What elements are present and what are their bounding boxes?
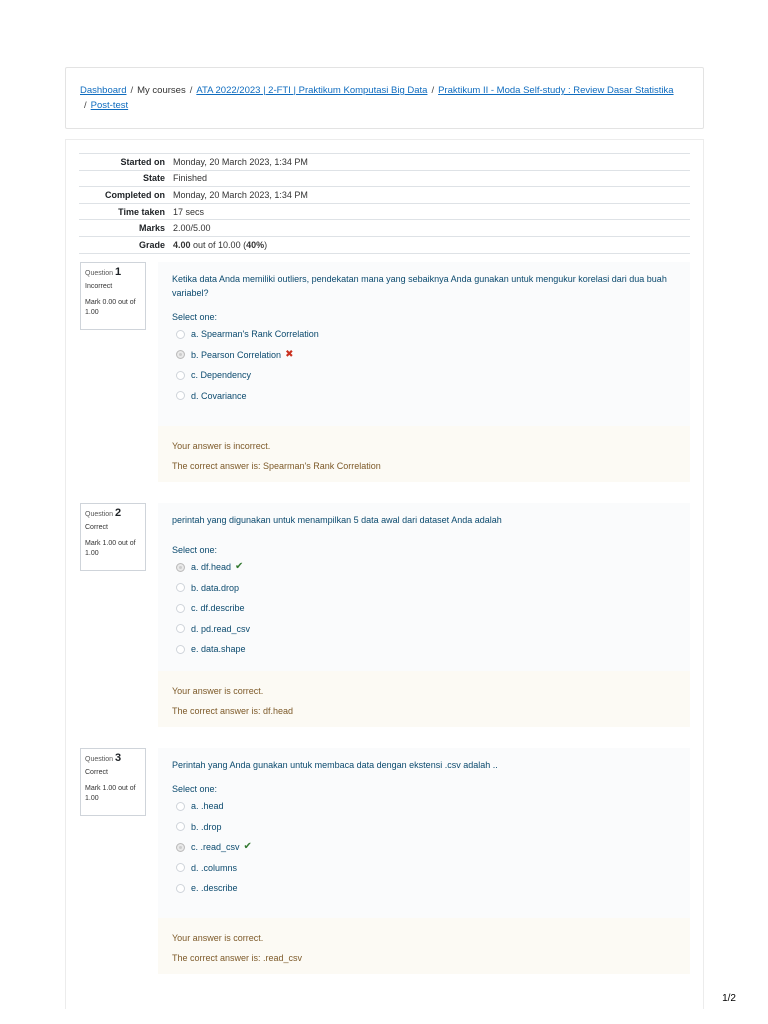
correct-answer-text: The correct answer is: Spearman's Rank Correlation — [172, 461, 381, 471]
question-label: Question — [85, 270, 114, 277]
feedback-text: Your answer is correct. — [172, 933, 264, 943]
radio-button[interactable] — [176, 624, 185, 633]
incorrect-icon: ✖ — [285, 348, 294, 360]
question-number-value: 3 — [114, 752, 122, 764]
breadcrumb-separator: / — [189, 85, 193, 96]
summary-value: 17 secs — [173, 206, 205, 217]
answer-option[interactable] — [172, 598, 676, 619]
radio-button[interactable] — [176, 822, 185, 831]
answer-option-label: c. .read_csv — [191, 842, 240, 853]
question-text: Perintah yang Anda gunakan untuk membaca data dengan ekstensi .csv adalah .. — [172, 760, 498, 770]
summary-value — [171, 236, 690, 253]
question-feedback — [158, 671, 690, 727]
question-feedback — [158, 426, 690, 482]
correct-answer-text: The correct answer is: .read_csv — [172, 953, 303, 963]
question-state: Correct — [85, 769, 108, 776]
answer-option-label: e. .describe — [191, 883, 238, 894]
grade-end-text: ) — [264, 239, 268, 250]
breadcrumb-section[interactable]: Praktikum II - Moda Self-study : Review Dasar Statistika — [438, 85, 674, 96]
question-formulation — [158, 503, 690, 671]
question-label: Question — [85, 756, 114, 763]
radio-button[interactable] — [176, 884, 185, 893]
correct-answer-text: The correct answer is: df.head — [172, 706, 294, 716]
answer-option-label: a. df.head — [191, 562, 232, 573]
answer-option[interactable] — [172, 619, 676, 640]
radio-button[interactable] — [176, 391, 185, 400]
question-number — [85, 267, 141, 279]
answer-option-label: b. data.drop — [191, 582, 240, 593]
answer-option[interactable] — [172, 796, 676, 817]
answer-option[interactable] — [172, 386, 676, 407]
breadcrumb-course[interactable]: ATA 2022/2023 | 2-FTI | Praktikum Komputasi Big Data — [196, 85, 428, 96]
breadcrumb-separator: / — [130, 85, 134, 96]
radio-button[interactable] — [176, 863, 185, 872]
summary-row-time-taken — [79, 203, 690, 220]
question-number — [85, 508, 141, 520]
question-state: Correct — [85, 524, 108, 531]
grade-mid-text: out of 10.00 ( — [190, 239, 247, 250]
radio-button[interactable] — [176, 371, 185, 380]
radio-button[interactable] — [176, 802, 185, 811]
radio-button[interactable] — [176, 645, 185, 654]
summary-row-state — [79, 170, 690, 187]
select-one-prompt: Select one: — [172, 784, 218, 794]
grade-percent: 40% — [246, 239, 265, 250]
answer-option-label: d. pd.read_csv — [191, 623, 251, 634]
question-feedback — [158, 918, 690, 974]
answer-option[interactable] — [172, 817, 676, 838]
question-info — [80, 503, 146, 571]
question-label: Question — [85, 511, 114, 518]
radio-button-selected[interactable] — [176, 350, 185, 359]
answer-option[interactable] — [172, 858, 676, 879]
summary-label: Marks — [138, 223, 165, 234]
question-text: Ketika data Anda memiliki outliers, pendekatan mana yang sebaiknya Anda gunakan untuk mengukur korelasi dari dua buah variabel? — [172, 274, 667, 298]
summary-label: Grade — [138, 239, 165, 250]
question-mark: Mark 1.00 out of 1.00 — [85, 785, 136, 802]
radio-button-selected[interactable] — [176, 843, 185, 852]
grade-score: 4.00 — [173, 239, 191, 250]
question-number-value: 1 — [114, 266, 122, 278]
radio-button[interactable] — [176, 330, 185, 339]
answer-option-label: d. .columns — [191, 862, 238, 873]
summary-label: Time taken — [118, 206, 165, 217]
answer-option[interactable] — [172, 639, 676, 660]
answer-option[interactable] — [172, 324, 676, 345]
answer-option[interactable] — [172, 578, 676, 599]
question-formulation — [158, 262, 690, 426]
question-state: Incorrect — [85, 283, 113, 290]
breadcrumb — [65, 67, 704, 129]
answer-option-label: c. df.describe — [191, 603, 245, 614]
answer-option[interactable] — [172, 365, 676, 386]
question-mark: Mark 1.00 out of 1.00 — [85, 540, 136, 557]
page-number: 1/2 — [722, 993, 736, 1004]
question-number — [85, 753, 141, 765]
answer-option-label: b. .drop — [191, 821, 222, 832]
feedback-text: Your answer is incorrect. — [172, 441, 271, 451]
question-info — [80, 262, 146, 330]
breadcrumb-my-courses: My courses — [137, 85, 186, 96]
answer-option-label: d. Covariance — [191, 390, 247, 401]
radio-button-selected[interactable] — [176, 563, 185, 572]
attempt-summary-table — [79, 153, 690, 254]
correct-check-icon: ✔ — [235, 561, 244, 573]
answer-option[interactable] — [172, 878, 676, 899]
summary-label: Started on — [120, 156, 165, 167]
radio-button[interactable] — [176, 604, 185, 613]
answer-option[interactable] — [172, 345, 676, 366]
question-number-value: 2 — [114, 507, 122, 519]
answer-option-label: c. Dependency — [191, 370, 252, 381]
summary-label: Completed on — [105, 189, 165, 200]
summary-row-grade — [79, 236, 690, 253]
question-text: perintah yang digunakan untuk menampilkan 5 data awal dari dataset Anda adalah — [172, 515, 502, 525]
question-info — [80, 748, 146, 816]
summary-value: Finished — [173, 173, 208, 184]
breadcrumb-dashboard[interactable]: Dashboard — [80, 85, 127, 96]
summary-value: Monday, 20 March 2023, 1:34 PM — [173, 189, 308, 200]
summary-row-completed — [79, 187, 690, 204]
breadcrumb-separator: / — [84, 100, 87, 111]
select-one-prompt: Select one: — [172, 312, 218, 322]
answer-option-label: a. .head — [191, 801, 224, 812]
summary-label: State — [142, 173, 165, 184]
answer-option[interactable] — [172, 557, 676, 578]
summary-row-marks — [79, 220, 690, 237]
answer-option-label: b. Pearson Correlation — [191, 349, 282, 360]
summary-value: Monday, 20 March 2023, 1:34 PM — [173, 156, 308, 167]
correct-check-icon: ✔ — [243, 841, 252, 853]
breadcrumb-separator: / — [431, 85, 435, 96]
feedback-text: Your answer is correct. — [172, 686, 264, 696]
answer-option-label: e. data.shape — [191, 644, 246, 655]
summary-row-started — [79, 154, 690, 171]
answer-option[interactable] — [172, 837, 676, 858]
select-one-prompt: Select one: — [172, 545, 218, 555]
question-formulation — [158, 748, 690, 918]
question-mark: Mark 0.00 out of 1.00 — [85, 299, 136, 316]
radio-button[interactable] — [176, 583, 185, 592]
summary-value: 2.00/5.00 — [173, 223, 211, 234]
breadcrumb-post-test[interactable]: Post-test — [90, 100, 129, 111]
answer-option-label: a. Spearman's Rank Correlation — [191, 329, 319, 340]
